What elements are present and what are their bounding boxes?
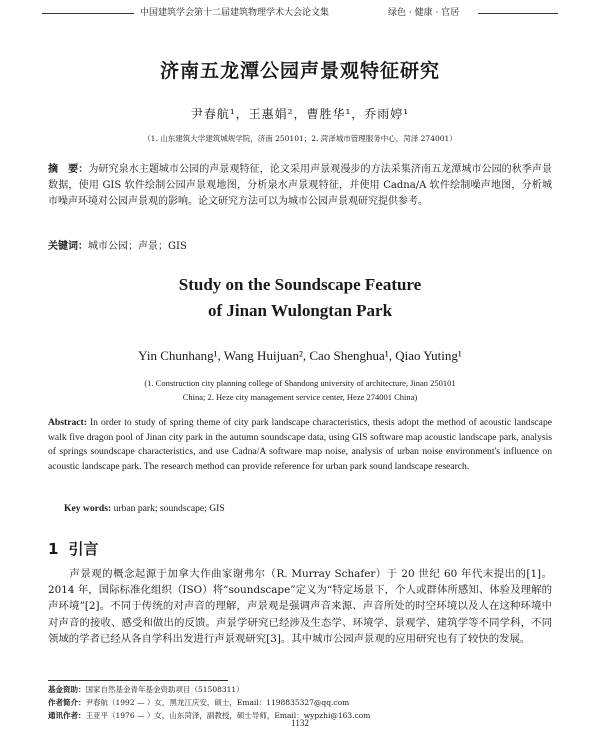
footnotes — [48, 683, 552, 722]
keywords-english-label: Key words: — [64, 503, 112, 514]
introduction-text: 声景观的概念起源于加拿大作曲家谢弗尔（R. Murray Schafer）于 20 世纪 60 年代末提出的[1]。2014 年，国际标准化组织（ISO）将“soundscape”定义为“特定场景下，个人或群体所感知、体验及理解的声环境”[2]。不同于传统的对声音的理解，声景观是强调声音来源、声音所处的时空环境以及人在这种环境中对声音的接收、感受和做出的反馈。声景学研究已经涉及生态学、环境学、景观学、建筑学等不同学科，不同领域的学者已经从各自学科出发进行声景观研究[3]。其中城市公园声景观的应用研究也有了较快的发展。 — [48, 568, 552, 645]
footnote-author-text: 尹春航（1992 — ）女，黑龙江庆安，硕士，Email：1198835327@qq.com — [85, 698, 350, 707]
section-title: 引言 — [68, 540, 99, 558]
footnote-fund-text: 国家自然基金青年基金资助项目（51508311） — [85, 685, 244, 694]
section-heading — [48, 538, 98, 559]
page-number: 1132 — [291, 718, 309, 728]
title-chinese: 济南五龙潭公园声景观特征研究 — [159, 60, 440, 82]
title-english-line1: Study on the Soundscape Feature — [178, 275, 422, 294]
keywords-chinese — [48, 237, 187, 252]
keywords-english-text: urban park; soundscape; GIS — [113, 503, 225, 514]
footnote-fund — [48, 683, 552, 696]
abstract-english-label: Abstract: — [48, 417, 87, 428]
affiliation-english-line1: (1. Construction city planning college of Shandong university of architecture, Jinan 250101 — [144, 378, 456, 388]
header-rule-right — [478, 13, 558, 14]
section-number: 1 — [48, 540, 59, 558]
footnote-author-label: 作者简介： — [48, 698, 86, 707]
authors-english: Yin Chunhang¹, Wang Huijuan², Cao Shenghua¹, Qiao Yuting¹ — [138, 348, 462, 363]
abstract-chinese — [48, 162, 552, 210]
keywords-english — [64, 503, 225, 514]
abstract-english-text: In order to study of spring theme of city park landscape characteristics, thesis adopt the method of acoustic landscape walk five dragon pool of Jinan city park in the autumn soundscape data, using GIS software map acoustic landscape park, analysis of springs soundscape characteristics, and use Cadna/A software map noise, analysis of urban noise environment's influence on acoustic landscape park. The research method can provide reference for urban park sound landscape research. — [48, 417, 552, 472]
footnote-corresponding-text: 王亚平（1976 — ）女，山东菏泽，副教授，硕士导师，Email：wypzhi@163.com — [85, 711, 371, 720]
footnote-author — [48, 696, 552, 709]
title-english-line2: of Jinan Wulongtan Park — [207, 301, 393, 320]
authors-chinese: 尹春航¹，王惠娟²，曹胜华¹，乔雨婷¹ — [190, 107, 410, 121]
affiliation-english-line2: China; 2. Heze city management service center, Heze 274001 China) — [182, 392, 418, 402]
footnote-corresponding-label: 通讯作者： — [48, 711, 86, 720]
keywords-chinese-label: 关键词： — [48, 241, 88, 252]
abstract-english — [48, 416, 552, 474]
abstract-chinese-text: 为研究泉水主题城市公园的声景观特征，论文采用声景观漫步的方法采集济南五龙潭城市公园的秋季声景数据，使用 GIS 软件绘制公园声景观地图，分析泉水声景观特征，并使用 Cadna/A 软件绘制噪声地图，分析城市噪声环境对公园声景观的影响。论文研究方法可以为城市公园声景观研究提供参考。 — [48, 164, 553, 207]
title-english — [0, 272, 600, 324]
footnote-fund-label: 基金资助： — [48, 685, 86, 694]
running-header — [42, 5, 558, 19]
introduction-paragraph — [48, 566, 552, 647]
affiliation-english — [0, 376, 600, 404]
footnote-rule — [48, 680, 228, 681]
conference-motto: 绿色 · 健康 · 官居 — [388, 8, 460, 18]
header-rule-left — [42, 13, 134, 14]
affiliation-chinese: （1. 山东建筑大学建筑城规学院，济南 250101；2. 菏泽城市管理服务中心，菏泽 274001） — [143, 134, 457, 143]
conference-name: 中国建筑学会第十二届建筑物理学术大会论文集 — [140, 8, 330, 18]
abstract-chinese-label: 摘 要： — [48, 164, 89, 175]
keywords-chinese-text: 城市公园；声景；GIS — [88, 241, 187, 252]
